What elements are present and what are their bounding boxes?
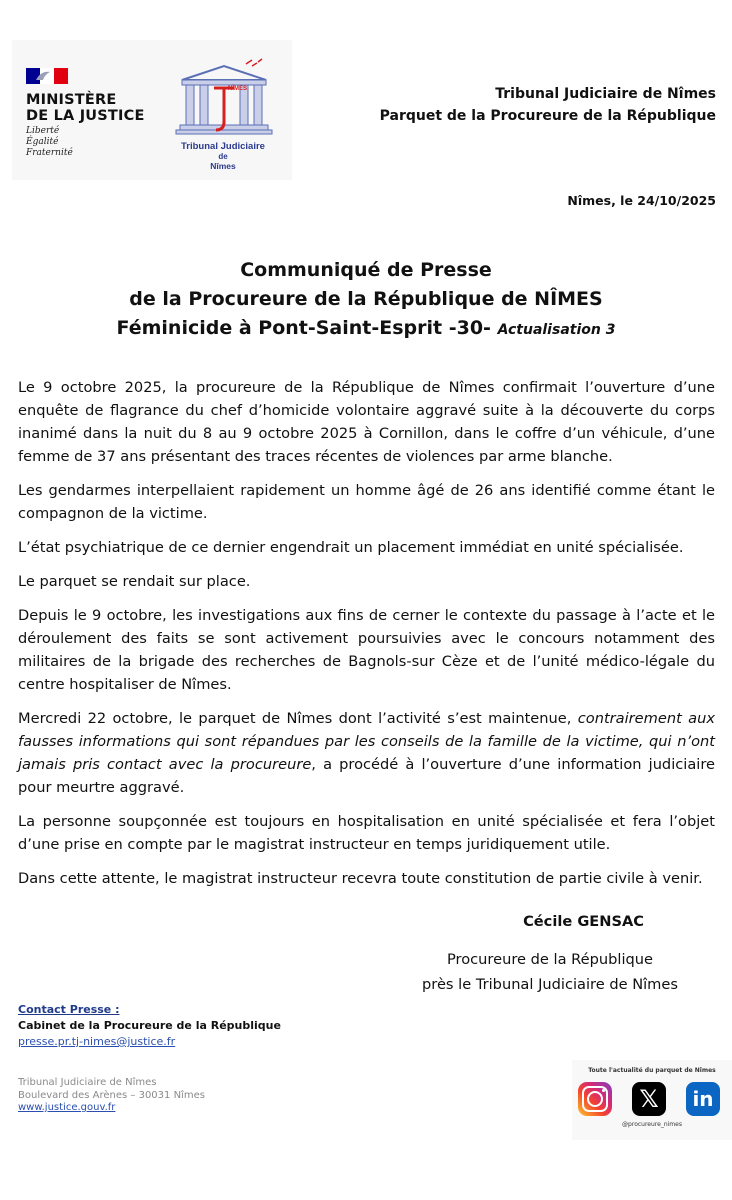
tribunal-logo-icon (168, 58, 278, 178)
x-twitter-icon[interactable]: 𝕏 (632, 1082, 666, 1116)
paragraph-1: Le 9 octobre 2025, la procureure de la République de Nîmes confirmait l’ouverture d’une enquête de flagrance du chef d’homicide volontaire aggravé suite à la découverte du corps inanimé dans la nuit du 8 au 9 octobre 2025 à Cornillon, dans le coffre d’un véhicule, d’une femme de 37 ans présentant des traces récentes de violences par arme blanche. (18, 379, 715, 465)
signatory-role-line-2: près le Tribunal Judiciaire de Nîmes (422, 976, 678, 993)
marianne-flag-icon (26, 68, 68, 84)
signatory-role-line-1: Procureure de la République (447, 951, 653, 968)
title-line-1: Communiqué de Presse (240, 259, 492, 281)
republic-motto (26, 126, 73, 159)
paragraph-2: Les gendarmes interpellaient rapidement un homme âgé de 26 ans identifié comme étant le compagnon de la victime. (18, 482, 715, 522)
tj-logo-line-1: Tribunal Judiciaire (181, 141, 265, 152)
instagram-icon[interactable] (578, 1082, 612, 1116)
footer-street: Boulevard des Arènes – 30031 Nîmes (18, 1089, 205, 1101)
title-line-3-text: Féminicide à Pont-Saint-Esprit -30- (116, 317, 491, 339)
press-release-titles (0, 256, 732, 345)
signatory-name: Cécile GENSAC (523, 913, 644, 930)
ministry-line-2: DE LA JUSTICE (26, 108, 145, 124)
linkedin-icon[interactable]: in (686, 1082, 720, 1116)
paragraph-6 (18, 707, 715, 799)
social-handle: @procureure_nimes (622, 1121, 682, 1128)
update-label: Actualisation 3 (497, 322, 616, 338)
document-date: Nîmes, le 24/10/2025 (567, 193, 716, 208)
ministry-title (26, 92, 145, 124)
social-caption: Toute l'actualité du parquet de Nîmes (588, 1067, 716, 1074)
title-line-3 (0, 314, 732, 345)
ministry-line-1: MINISTÈRE (26, 92, 117, 108)
footer-court: Tribunal Judiciaire de Nîmes (18, 1077, 157, 1088)
paragraph-5: Depuis le 9 octobre, les investigations aux fins de cerner le contexte du passage à l’acte et le déroulement des faits se sont activement poursuivies avec le concours notamment des militaires de la brigade des recherches de Bagnols-sur Cèze et de l’unité médico-légale du centre hospitaliser de Nîmes. (18, 607, 715, 693)
tj-logo-line-2: de (218, 152, 228, 161)
contact-title: Contact Presse : (18, 1003, 120, 1016)
motto-liberte: Liberté (26, 126, 60, 136)
motto-egalite: Égalité (26, 137, 59, 147)
tj-logo-line-3: Nîmes (210, 161, 236, 171)
paragraph-4: Le parquet se rendait sur place. (18, 573, 251, 590)
press-release-body (18, 376, 715, 901)
paragraph-8: Dans cette attente, le magistrat instructeur recevra toute constitution de partie civile à venir. (18, 870, 703, 887)
title-line-2: de la Procureure de la République de NÎMES (129, 288, 603, 310)
paragraph-7: La personne soupçonnée est toujours en hospitalisation en unité spécialisée et fera l’objet d’une prise en compte par le magistrat instructeur en temps juridiquement utile. (18, 813, 715, 853)
paragraph-3: L’état psychiatrique de ce dernier engendrait un placement immédiat en unité spécialisée. (18, 539, 684, 556)
court-name: Tribunal Judiciaire de Nîmes (495, 86, 716, 102)
signatory-role (400, 947, 700, 997)
paragraph-6-italic: contrairement aux fausses informations qui sont répandues par les conseils de la famille de la victime, qui n’ont jamais pris contact avec la procureure (18, 710, 715, 773)
paragraph-6-start: Mercredi 22 octobre, le parquet de Nîmes dont l’activité s’est maintenue, (18, 710, 578, 727)
footer-website-link[interactable]: www.justice.gouv.fr (18, 1102, 116, 1113)
contact-email-link[interactable]: presse.pr.tj-nimes@justice.fr (18, 1035, 176, 1048)
motto-fraternite: Fraternité (26, 148, 73, 158)
contact-cabinet: Cabinet de la Procureure de la République (18, 1019, 281, 1032)
paragraph-6-end: , a procédé à l’ouverture d’une information judiciaire pour meurtre aggravé. (18, 756, 715, 796)
office-name: Parquet de la Procureure de la République (379, 108, 716, 124)
footer-address (18, 1077, 205, 1115)
tj-logo-small-text: NÎMES (228, 86, 248, 92)
press-contact (18, 1002, 281, 1050)
